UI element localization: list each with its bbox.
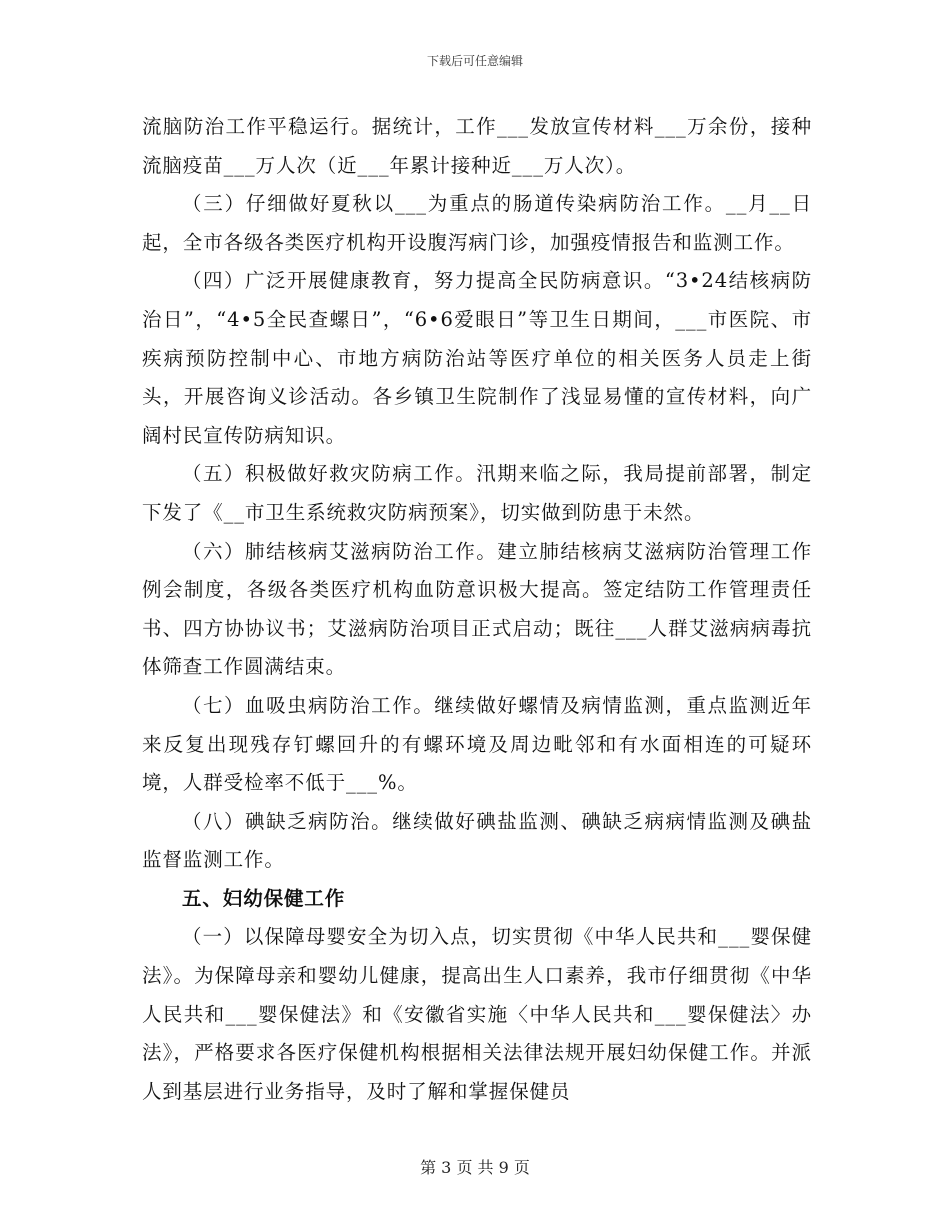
page-header: 下载后可任意编辑 xyxy=(426,54,523,68)
document-body xyxy=(142,108,812,1111)
paragraph-section-5: （五）积极做好救灾防病工作。汛期来临之际，我局提前部署，制定下发了《__市卫生系统救灾防病预案》，切实做到防患于未然。 xyxy=(142,462,812,524)
paragraph-intro: 流脑防治工作平稳运行。据统计，工作___发放宣传材料___万余份，接种流脑疫苗___万人次（近___年累计接种近___万人次）。 xyxy=(142,115,812,177)
paragraph-section-8: （八）碘缺乏病防治。继续做好碘盐监测、碘缺乏病病情监测及碘盐监督监测工作。 xyxy=(142,809,812,872)
paragraph-section-3: （三）仔细做好夏秋以___为重点的肠道传染病防治工作。__月__日起，全市各级各类医疗机构开设腹泻病门诊，加强疫情报告和监测工作。 xyxy=(142,192,812,254)
paragraph-section-6: （六）肺结核病艾滋病防治工作。建立肺结核病艾滋病防治管理工作例会制度，各级各类医疗机构血防意识极大提高。签定结防工作管理责任书、四方协协议书；艾滋病防治项目正式启动；既往___人群艾滋病病毒抗体筛查工作圆满结束。 xyxy=(142,539,812,679)
paragraph-section-4: （四）广泛开展健康教育，努力提高全民防病意识。“3•24结核病防治日”，“4•5全民查螺日”，“6•6爱眼日”等卫生日期间，___市医院、市疾病预防控制中心、市地方病防治站等医疗单位的相关医务人员走上街头，开展咨询义诊活动。各乡镇卫生院制作了浅显易懂的宣传材料，向广阔村民宣传防病知识。 xyxy=(142,269,812,447)
section-heading-maternal-child-health: 五、妇幼保健工作 xyxy=(182,886,346,910)
paragraph-maternal-1: （一）以保障母婴安全为切入点，切实贯彻《中华人民共和___婴保健法》。为保障母亲和婴幼儿健康，提高出生人口素养，我市仔细贯彻《中华人民共和___婴保健法》和《安徽省实施〈中华人民共和___婴保健法〉办法》，严格要求各医疗保健机构根据相关法律法规开展妇幼保健工作。并派人到基层进行业务指导，及时了解和掌握保健员 xyxy=(142,925,812,1103)
page-number-footer: 第 3 页 共 9 页 xyxy=(420,1158,530,1177)
paragraph-section-7: （七）血吸虫病防治工作。继续做好螺情及病情监测，重点监测近年来反复出现残存钉螺回升的有螺环境及周边毗邻和有水面相连的可疑环境，人群受检率不低于___%。 xyxy=(142,693,812,795)
